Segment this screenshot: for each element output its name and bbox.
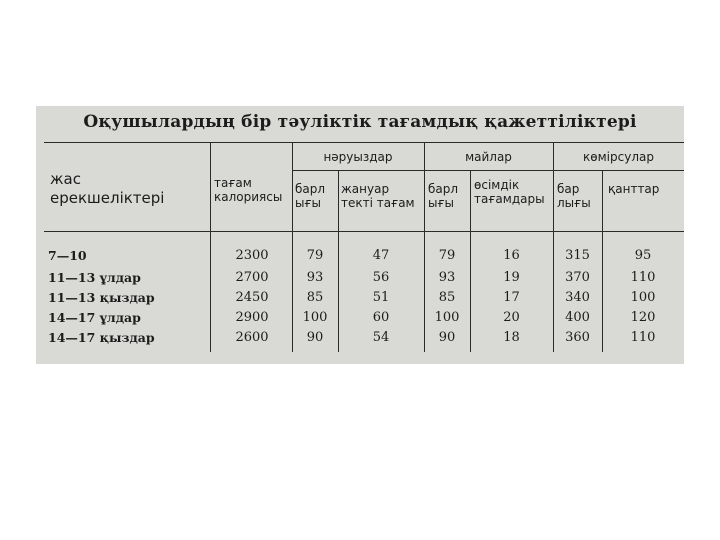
row-0-fat-total: 79 xyxy=(438,248,456,263)
header-carb-total: бар лығы xyxy=(557,182,591,210)
row-3-calories: 2900 xyxy=(235,310,269,325)
row-0-carb-sugar: 95 xyxy=(634,248,652,263)
header-carbs: көмірсулар xyxy=(583,150,654,164)
row-2-carb-total: 340 xyxy=(565,290,590,305)
row-0-carb-total: 315 xyxy=(565,248,590,263)
row-0-protein-total: 79 xyxy=(306,248,324,263)
header-carb-sugar: қанттар xyxy=(608,182,660,196)
row-4-carb-sugar: 110 xyxy=(630,330,656,345)
header-calories: тағам калориясы xyxy=(214,176,283,204)
row-3-protein-total: 100 xyxy=(302,310,328,325)
row-4-protein-animal: 54 xyxy=(372,330,390,345)
row-2-protein-animal: 51 xyxy=(372,290,390,305)
row-0-calories: 2300 xyxy=(235,248,269,263)
row-4-calories: 2600 xyxy=(235,330,269,345)
header-protein-animal: жануар текті тағам xyxy=(341,182,415,210)
row-1-fat-total: 93 xyxy=(438,270,456,285)
header-fats: майлар xyxy=(465,150,512,164)
row-4-fat-plant: 18 xyxy=(503,330,520,345)
row-4-protein-total: 90 xyxy=(306,330,324,345)
row-2-carb-sugar: 100 xyxy=(630,290,656,305)
row-1-protein-total: 93 xyxy=(306,270,324,285)
row-3-carb-total: 400 xyxy=(565,310,590,325)
row-0-age: 7—10 xyxy=(48,248,87,263)
table-title: Оқушылардың бір тәуліктік тағамдық қажеттіліктері xyxy=(83,112,637,132)
row-4-carb-total: 360 xyxy=(565,330,590,345)
rule-top xyxy=(44,142,684,143)
row-2-protein-total: 85 xyxy=(306,290,324,305)
row-2-fat-plant: 17 xyxy=(503,290,520,305)
header-fat-plant: өсімдік тағамдары xyxy=(474,178,545,206)
row-3-fat-total: 100 xyxy=(434,310,460,325)
header-protein-total: барл ығы xyxy=(295,182,326,210)
row-0-fat-plant: 16 xyxy=(503,248,520,263)
rule-v-1 xyxy=(210,142,211,352)
rule-header-bottom xyxy=(44,231,684,232)
row-2-age: 11—13 қыздар xyxy=(48,290,155,305)
row-1-calories: 2700 xyxy=(235,270,269,285)
row-1-fat-plant: 19 xyxy=(503,270,520,285)
row-3-age: 14—17 ұлдар xyxy=(48,310,141,325)
row-4-age: 14—17 қыздар xyxy=(48,330,155,345)
rule-group-under xyxy=(292,170,684,171)
row-1-age: 11—13 ұлдар xyxy=(48,270,141,285)
row-3-fat-plant: 20 xyxy=(503,310,520,325)
row-1-carb-sugar: 110 xyxy=(630,270,656,285)
header-age: жас ерекшеліктері xyxy=(50,170,165,207)
header-proteins: нәруыздар xyxy=(323,150,393,164)
row-3-carb-sugar: 120 xyxy=(630,310,656,325)
row-1-protein-animal: 56 xyxy=(372,270,390,285)
scanned-table-image xyxy=(36,106,684,364)
row-0-protein-animal: 47 xyxy=(372,248,390,263)
row-4-fat-total: 90 xyxy=(438,330,456,345)
row-1-carb-total: 370 xyxy=(565,270,590,285)
row-3-protein-animal: 60 xyxy=(372,310,390,325)
header-fat-total: барл ығы xyxy=(428,182,459,210)
row-2-fat-total: 85 xyxy=(438,290,456,305)
row-2-calories: 2450 xyxy=(235,290,269,305)
